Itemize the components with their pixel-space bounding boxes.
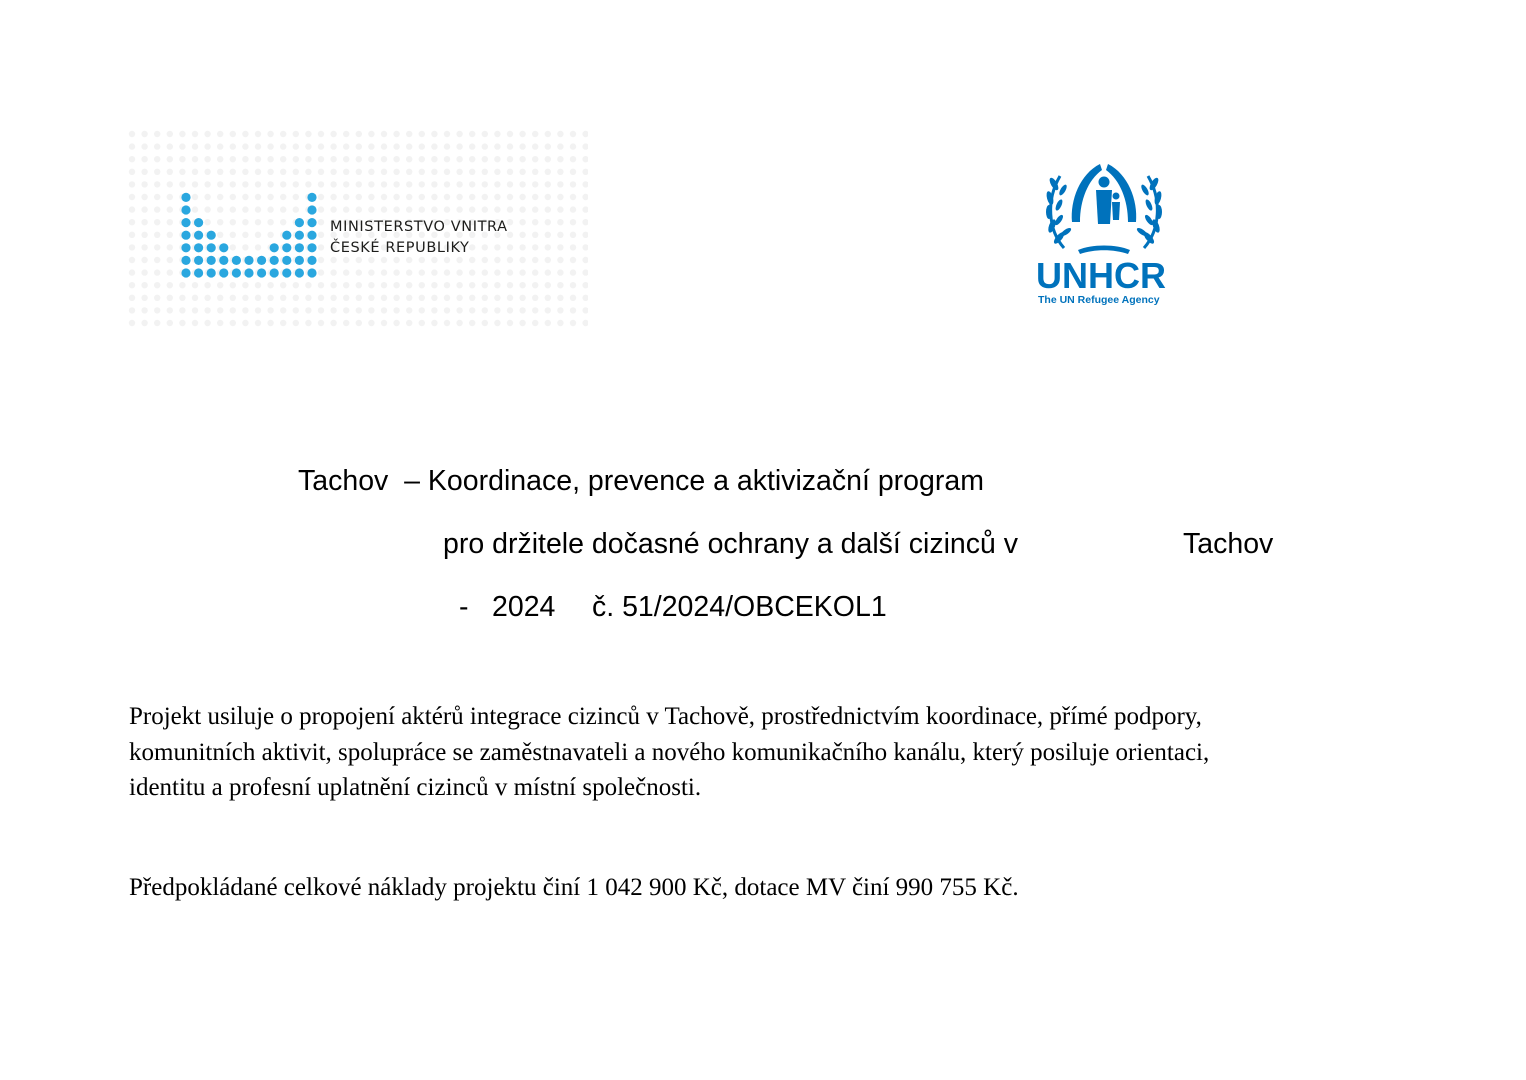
logo-dot xyxy=(282,268,291,277)
unhcr-logo xyxy=(1030,160,1180,310)
logo-dot xyxy=(270,256,279,265)
logo-dot xyxy=(181,193,190,202)
logo-dot xyxy=(194,231,203,240)
logo-dot xyxy=(295,268,304,277)
logo-dot xyxy=(307,205,316,214)
logo-dot xyxy=(181,256,190,265)
logo-dot xyxy=(282,256,291,265)
unhcr-emblem-icon xyxy=(1042,160,1166,260)
unhcr-tagline: The UN Refugee Agency xyxy=(1038,294,1160,306)
logo-dot xyxy=(181,205,190,214)
logo-dot xyxy=(232,256,241,265)
logo-dot xyxy=(257,268,266,277)
logo-dot xyxy=(244,268,253,277)
paragraph-line: Projekt usiluje o propojení aktérů integrace cizinců v Tachově, prostřednictvím koordinace, přímé podpory, xyxy=(129,703,1202,730)
document-title-dash: - xyxy=(459,591,469,623)
logo-dot xyxy=(219,268,228,277)
document-title-year: 2024 xyxy=(492,591,556,623)
logo-dot xyxy=(194,256,203,265)
paragraph-line: Předpokládané celkové náklady projektu činí 1 042 900 Kč, dotace MV činí 990 755 Kč. xyxy=(129,874,1019,901)
logo-dot xyxy=(307,231,316,240)
ministry-logo xyxy=(128,128,588,333)
logo-dot xyxy=(219,243,228,252)
logo-dot xyxy=(282,231,291,240)
logo-dot xyxy=(307,268,316,277)
logo-dot xyxy=(270,243,279,252)
logo-dot xyxy=(232,268,241,277)
logo-dot xyxy=(207,256,216,265)
logo-dot xyxy=(295,218,304,227)
logo-dot xyxy=(307,193,316,202)
logo-dot xyxy=(295,243,304,252)
logo-dot xyxy=(181,231,190,240)
document-title-place: Tachov xyxy=(1183,528,1274,560)
logo-dot xyxy=(207,243,216,252)
logo-dot xyxy=(207,231,216,240)
project-costs-paragraph xyxy=(129,870,1019,906)
logo-dot xyxy=(295,231,304,240)
document-title-line-1: Tachov – Koordinace, prevence a aktivizační program xyxy=(298,465,984,497)
logo-dot xyxy=(181,268,190,277)
document-title-line-2: pro držitele dočasné ochrany a další cizinců v xyxy=(443,528,1019,560)
logo-dot xyxy=(244,256,253,265)
logo-dot xyxy=(181,218,190,227)
logo-dot xyxy=(194,268,203,277)
logo-dot xyxy=(219,256,228,265)
unhcr-name: UNHCR xyxy=(1036,255,1166,296)
ministry-logo-text xyxy=(330,217,508,259)
logo-dot xyxy=(270,268,279,277)
logo-dot xyxy=(207,268,216,277)
project-description-paragraph xyxy=(129,699,1209,806)
logo-dot xyxy=(194,243,203,252)
logo-dot xyxy=(295,256,304,265)
logo-dot xyxy=(257,256,266,265)
logo-dot xyxy=(307,243,316,252)
ministry-name-line-1: MINISTERSTVO VNITRA xyxy=(330,219,508,235)
logo-dot xyxy=(307,256,316,265)
paragraph-line: identitu a profesní uplatnění cizinců v místní společnosti. xyxy=(129,774,702,801)
logo-dot xyxy=(194,218,203,227)
ministry-name-line-2: ČESKÉ REPUBLIKY xyxy=(330,240,470,256)
logo-dot xyxy=(282,243,291,252)
document-title-number: č. 51/2024/OBCEKOL1 xyxy=(592,591,887,623)
paragraph-line: komunitních aktivit, spolupráce se zaměstnavateli a nového komunikačního kanálu, který posiluje orientaci, xyxy=(129,738,1210,766)
logo-dot xyxy=(307,218,316,227)
logo-dot xyxy=(181,243,190,252)
